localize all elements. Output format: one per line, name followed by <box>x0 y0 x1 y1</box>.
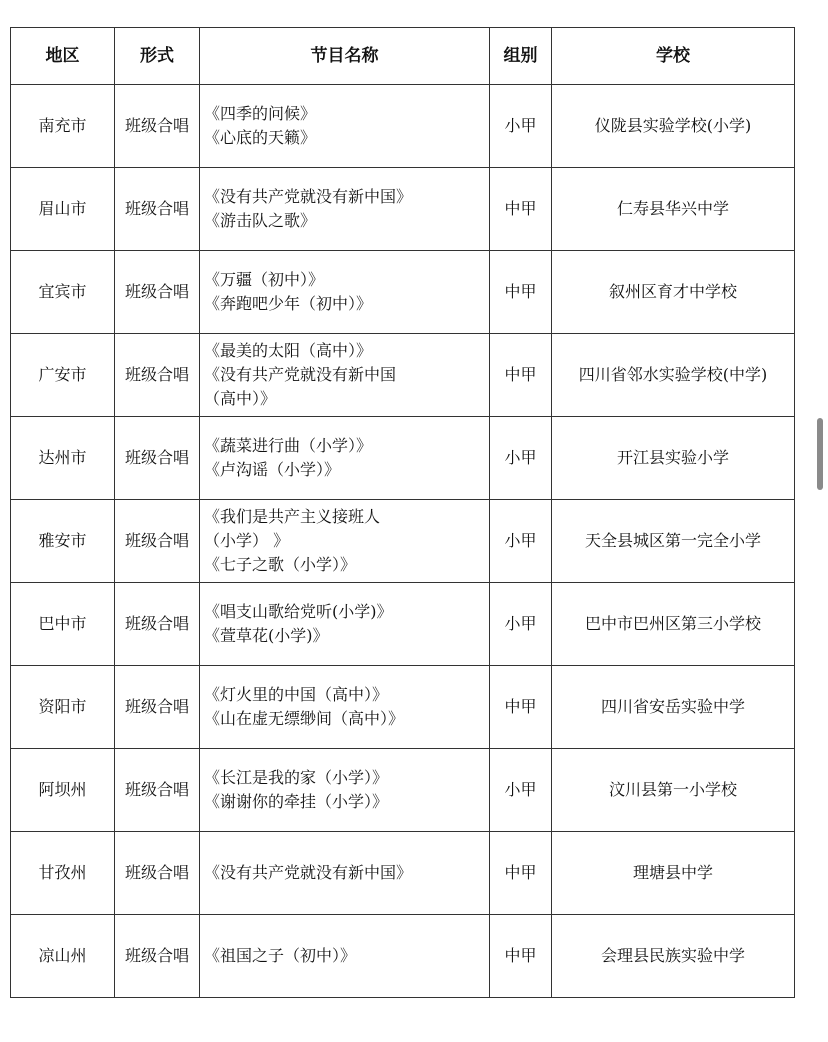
form-cell: 班级合唱 <box>115 85 200 168</box>
school-cell: 理塘县中学 <box>552 832 795 915</box>
program-title-line: 《我们是共产主义接班人 <box>204 507 381 526</box>
table-row <box>11 583 795 666</box>
school-cell: 会理县民族实验中学 <box>552 915 795 998</box>
group-cell: 小甲 <box>490 749 552 832</box>
region-cell: 宜宾市 <box>11 251 115 334</box>
school-cell: 巴中市巴州区第三小学校 <box>552 583 795 666</box>
school-cell: 四川省邻水实验学校(中学) <box>552 334 795 417</box>
form-cell: 班级合唱 <box>115 500 200 583</box>
form-cell: 班级合唱 <box>115 334 200 417</box>
group-cell: 小甲 <box>490 500 552 583</box>
program-cell <box>200 85 490 168</box>
region-cell: 资阳市 <box>11 666 115 749</box>
header-program: 节目名称 <box>200 28 490 85</box>
program-title-line: 《游击队之歌》 <box>204 211 317 230</box>
program-title-line: 《灯火里的中国（高中）》 <box>204 685 389 704</box>
header-form: 形式 <box>115 28 200 85</box>
form-cell: 班级合唱 <box>115 583 200 666</box>
region-cell: 甘孜州 <box>11 832 115 915</box>
region-cell: 阿坝州 <box>11 749 115 832</box>
header-school: 学校 <box>552 28 795 85</box>
program-title-line: 《奔跑吧少年（初中）》 <box>204 294 373 313</box>
program-cell <box>200 666 490 749</box>
program-title-line: 《长江是我的家（小学）》 <box>204 768 389 787</box>
group-cell: 中甲 <box>490 334 552 417</box>
table-body <box>11 85 795 998</box>
region-cell: 南充市 <box>11 85 115 168</box>
program-cell <box>200 915 490 998</box>
region-cell: 达州市 <box>11 417 115 500</box>
program-title-line: 《唱支山歌给党听(小学)》 <box>204 602 393 621</box>
school-cell: 仪陇县实验学校(小学) <box>552 85 795 168</box>
program-title-line: 《谢谢你的牵挂（小学）》 <box>204 792 389 811</box>
program-title-line: 《没有共产党就没有新中国》 <box>204 187 413 206</box>
program-title-line: 《七子之歌（小学）》 <box>204 555 357 574</box>
form-cell: 班级合唱 <box>115 666 200 749</box>
region-cell: 凉山州 <box>11 915 115 998</box>
table-row <box>11 334 795 417</box>
school-cell: 叙州区育才中学校 <box>552 251 795 334</box>
program-title-line: 《山在虚无缥缈间（高中）》 <box>204 709 405 728</box>
program-cell <box>200 500 490 583</box>
program-cell <box>200 417 490 500</box>
group-cell: 小甲 <box>490 417 552 500</box>
program-cell <box>200 251 490 334</box>
table-row <box>11 500 795 583</box>
program-title-line: 《萱草花(小学)》 <box>204 626 329 645</box>
school-cell: 汶川县第一小学校 <box>552 749 795 832</box>
program-title-line: 《卢沟谣（小学）》 <box>204 460 341 479</box>
header-group: 组别 <box>490 28 552 85</box>
header-region: 地区 <box>11 28 115 85</box>
program-title-line: （小学） 》 <box>204 531 290 550</box>
region-cell: 巴中市 <box>11 583 115 666</box>
region-cell: 眉山市 <box>11 168 115 251</box>
school-cell: 天全县城区第一完全小学 <box>552 500 795 583</box>
form-cell: 班级合唱 <box>115 749 200 832</box>
table-row <box>11 168 795 251</box>
program-table <box>10 27 795 998</box>
school-cell: 开江县实验小学 <box>552 417 795 500</box>
program-title-line: 《心底的天籁》 <box>204 128 317 147</box>
program-title-line: 《四季的问候》 <box>204 104 317 123</box>
program-cell <box>200 583 490 666</box>
program-title-line: （高中）》 <box>204 389 277 408</box>
table-row <box>11 749 795 832</box>
scrollbar-thumb[interactable] <box>817 418 823 490</box>
school-cell: 四川省安岳实验中学 <box>552 666 795 749</box>
table-row <box>11 251 795 334</box>
header-row <box>11 28 795 85</box>
group-cell: 中甲 <box>490 666 552 749</box>
program-title-line: 《没有共产党就没有新中国》 <box>204 863 413 882</box>
program-cell <box>200 334 490 417</box>
school-cell: 仁寿县华兴中学 <box>552 168 795 251</box>
program-title-line: 《最美的太阳（高中）》 <box>204 341 373 360</box>
table-row <box>11 915 795 998</box>
form-cell: 班级合唱 <box>115 832 200 915</box>
program-title-line: 《祖国之子（初中）》 <box>204 946 357 965</box>
form-cell: 班级合唱 <box>115 915 200 998</box>
group-cell: 中甲 <box>490 251 552 334</box>
table-row <box>11 85 795 168</box>
group-cell: 小甲 <box>490 583 552 666</box>
group-cell: 中甲 <box>490 915 552 998</box>
document-page <box>10 27 794 998</box>
program-title-line: 《蔬菜进行曲（小学）》 <box>204 436 373 455</box>
program-title-line: 《万疆（初中）》 <box>204 270 325 289</box>
region-cell: 广安市 <box>11 334 115 417</box>
group-cell: 小甲 <box>490 85 552 168</box>
table-row <box>11 666 795 749</box>
form-cell: 班级合唱 <box>115 417 200 500</box>
table-row <box>11 832 795 915</box>
group-cell: 中甲 <box>490 832 552 915</box>
group-cell: 中甲 <box>490 168 552 251</box>
form-cell: 班级合唱 <box>115 251 200 334</box>
program-cell <box>200 168 490 251</box>
region-cell: 雅安市 <box>11 500 115 583</box>
program-title-line: 《没有共产党就没有新中国 <box>204 365 397 384</box>
program-cell <box>200 832 490 915</box>
table-row <box>11 417 795 500</box>
program-cell <box>200 749 490 832</box>
form-cell: 班级合唱 <box>115 168 200 251</box>
